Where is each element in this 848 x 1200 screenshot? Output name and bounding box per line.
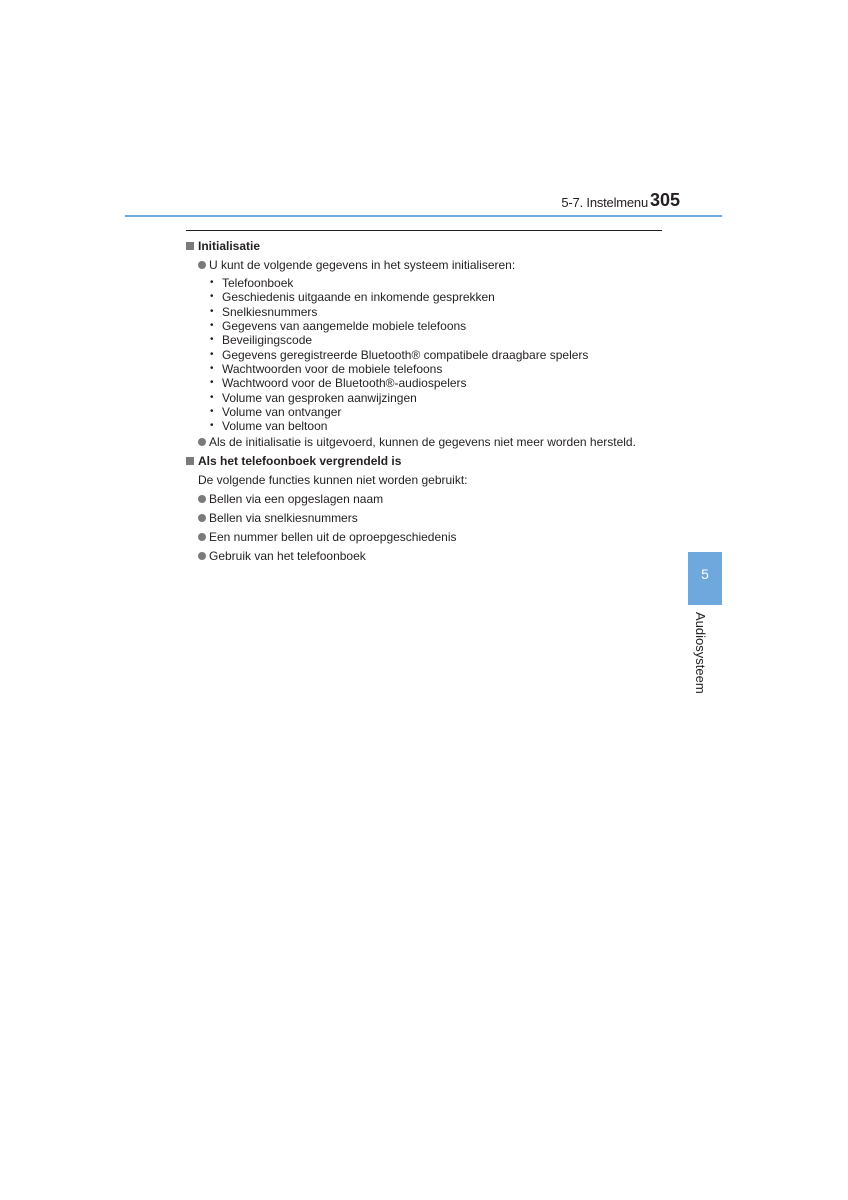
init-items-list xyxy=(210,276,666,433)
chapter-label: Audiosysteem xyxy=(693,612,708,694)
intro-line: De volgende functies kunnen niet worden gebruikt: xyxy=(198,473,468,488)
list-item: Bellen via snelkiesnummers xyxy=(198,511,666,525)
square-bullet-icon xyxy=(186,242,194,250)
list-item: • Beveiligingscode xyxy=(210,333,313,348)
list-item: • Wachtwoorden voor de mobiele telefoons xyxy=(210,361,443,376)
header-rule xyxy=(125,215,722,217)
content-rule xyxy=(186,230,662,231)
list-item: • Volume van beltoon xyxy=(210,419,328,434)
list-item: Gebruik van het telefoonboek xyxy=(198,549,666,563)
note-line: Als de initialisatie is uitgevoerd, kunnen de gegevens niet meer worden hersteld. xyxy=(198,435,666,449)
circle-bullet-icon xyxy=(198,514,206,522)
content xyxy=(186,238,666,563)
list-item: • Volume van ontvanger xyxy=(210,404,342,419)
chapter-number: 5 xyxy=(701,566,709,582)
circle-bullet-icon xyxy=(198,495,206,503)
section-heading: Initialisatie xyxy=(186,239,666,253)
page-number: 305 xyxy=(650,190,681,210)
circle-bullet-icon xyxy=(198,438,206,446)
intro-line: U kunt de volgende gegevens in het systeem initialiseren: xyxy=(198,258,666,272)
circle-bullet-icon xyxy=(198,552,206,560)
list-item: • Volume van gesproken aanwijzingen xyxy=(210,390,417,405)
section-heading: Als het telefoonboek vergrendeld is xyxy=(186,454,666,468)
list-item: • Gegevens van aangemelde mobiele telefoons xyxy=(210,319,467,334)
list-item: • Geschiedenis uitgaande en inkomende gesprekken xyxy=(210,290,495,305)
circle-bullet-icon xyxy=(198,261,206,269)
list-item: Bellen via een opgeslagen naam xyxy=(198,492,666,506)
section-title: 5-7. Instelmenu xyxy=(561,195,648,210)
list-item: • Telefoonboek xyxy=(210,276,294,291)
list-item: • Wachtwoord voor de Bluetooth®-audiospelers xyxy=(210,376,467,391)
list-item: Een nummer bellen uit de oproepgeschiedenis xyxy=(198,530,666,544)
list-item: • Gegevens geregistreerde Bluetooth® compatibele draagbare spelers xyxy=(210,347,589,362)
list-item: • Snelkiesnummers xyxy=(210,304,318,319)
square-bullet-icon xyxy=(186,457,194,465)
circle-bullet-icon xyxy=(198,533,206,541)
chapter-tab xyxy=(688,552,722,605)
